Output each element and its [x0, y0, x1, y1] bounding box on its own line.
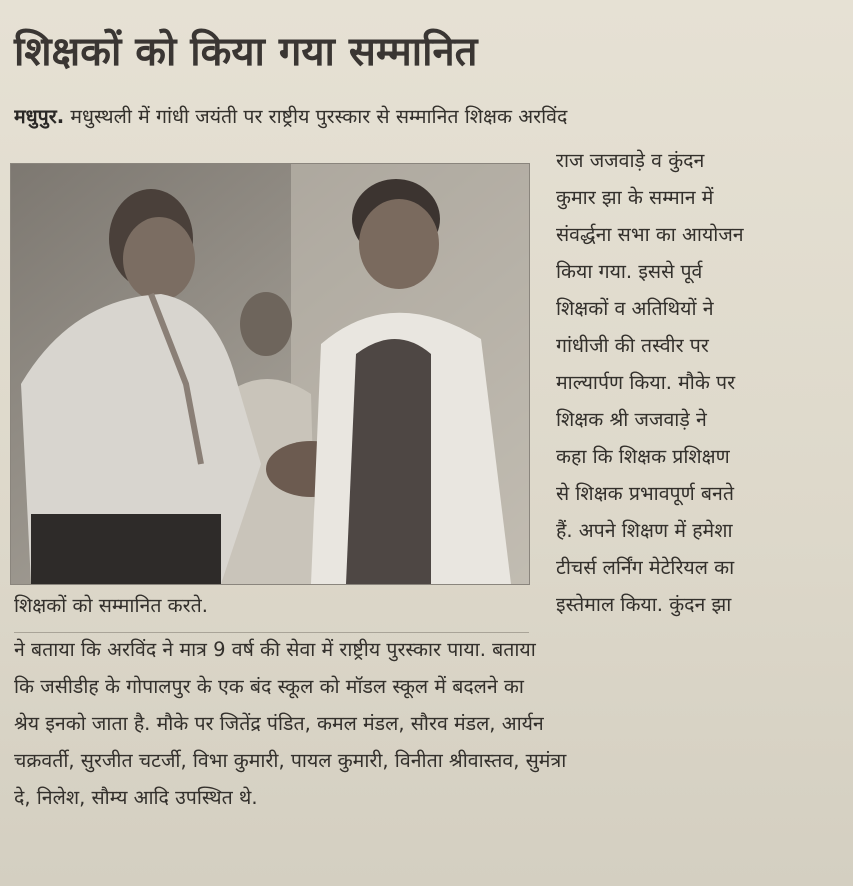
caption-divider [14, 632, 529, 633]
column-line: शिक्षक श्री जजवाड़े ने [556, 408, 707, 431]
column-line: संवर्द्धना सभा का आयोजन [556, 223, 744, 246]
headline: शिक्षकों को किया गया सम्मानित [14, 29, 478, 75]
column-line: इस्तेमाल किया. कुंदन झा [556, 593, 732, 616]
column-line: शिक्षकों व अतिथियों ने [556, 297, 714, 320]
column-line: हैं. अपने शिक्षण में हमेशा [556, 519, 733, 542]
news-photo [10, 163, 530, 585]
column-line: से शिक्षक प्रभावपूर्ण बनते [556, 482, 734, 505]
column-line: टीचर्स लर्निंग मेटेरियल का [556, 556, 735, 579]
column-line: माल्यार्पण किया. मौके पर [556, 371, 736, 394]
body-line: श्रेय इनको जाता है. मौके पर जितेंद्र पंडित, कमल मंडल, सौरव मंडल, आर्यन [14, 712, 544, 735]
column-line: कुमार झा के सम्मान में [556, 186, 714, 209]
lead-line [14, 103, 834, 131]
body-line: दे, निलेश, सौम्य आदि उपस्थित थे. [14, 786, 258, 809]
photo-caption: शिक्षकों को सम्मानित करते. [14, 594, 208, 617]
body-line: कि जसीडीह के गोपालपुर के एक बंद स्कूल को मॉडल स्कूल में बदलने का [14, 675, 524, 698]
body-line: चक्रवर्ती, सुरजीत चटर्जी, विभा कुमारी, पायल कुमारी, विनीता श्रीवास्तव, सुमंत्रा [14, 749, 567, 772]
column-line: गांधीजी की तस्वीर पर [556, 334, 709, 357]
dateline: मधुपुर. [14, 105, 65, 128]
photo-illustration [11, 164, 529, 584]
body-line: ने बताया कि अरविंद ने मात्र 9 वर्ष की सेवा में राष्ट्रीय पुरस्कार पाया. बताया [14, 638, 536, 661]
column-line: राज जजवाड़े व कुंदन [556, 149, 705, 172]
column-line: किया गया. इससे पूर्व [556, 260, 703, 283]
lead-text: मधुस्थली में गांधी जयंती पर राष्ट्रीय पुरस्कार से सम्मानित शिक्षक अरविंद [64, 105, 568, 128]
column-line: कहा कि शिक्षक प्रशिक्षण [556, 445, 730, 468]
